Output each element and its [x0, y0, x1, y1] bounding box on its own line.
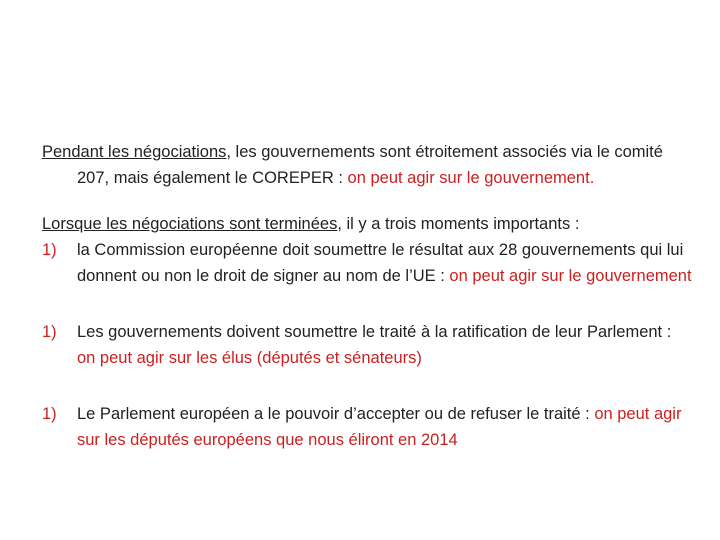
highlight-text: on peut agir sur le gouvernement.	[347, 169, 595, 187]
list-item-text: la Commission européenne doit soumettre le résultat aux 28 gouvernements qui lui donnent ou non le droit de signer au nom de l’UE :	[77, 241, 684, 285]
paragraph-after-negotiations	[42, 211, 692, 237]
list-item-text: Le Parlement européen a le pouvoir d’accepter ou de refuser le traité :	[77, 405, 595, 423]
list-item-text: Les gouvernements doivent soumettre le traité à la ratification de leur Parlement :	[77, 323, 672, 341]
list-item	[42, 319, 692, 371]
list-number: 1)	[42, 323, 57, 341]
slide-body	[42, 139, 692, 453]
list-item	[42, 237, 692, 289]
underlined-phrase: Pendant les négociations	[42, 143, 227, 161]
paragraph-text: , les gouvernements sont étroitement associés via le comité 207, mais également le COREPER :	[77, 143, 663, 187]
highlight-text: on peut agir sur les élus (députés et sénateurs)	[77, 349, 422, 367]
paragraph-negotiations	[42, 139, 692, 191]
list-number: 1)	[42, 405, 57, 423]
highlight-text: on peut agir sur le gouvernement	[449, 267, 692, 285]
underlined-phrase: Lorsque les négociations sont terminées	[42, 215, 338, 233]
highlight-text: on peut agir sur les députés européens que nous éliront en 2014	[77, 405, 682, 449]
list-item	[42, 401, 692, 453]
list-number: 1)	[42, 241, 57, 259]
paragraph-text: , il y a trois moments importants :	[337, 215, 580, 233]
